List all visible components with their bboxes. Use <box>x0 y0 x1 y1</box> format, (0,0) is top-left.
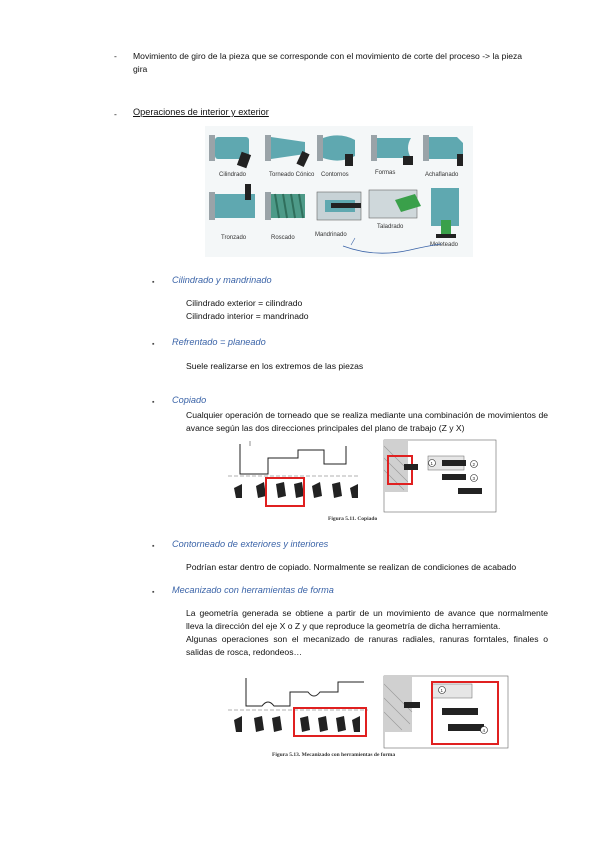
heading-copiado: Copiado <box>172 395 207 405</box>
text-line: Cilindrado interior = mandrinado <box>186 311 309 321</box>
op-mandrinado-icon <box>317 192 361 220</box>
op-roscado-icon <box>265 192 305 220</box>
copiado-paragraph: Cualquier operación de torneado que se realiza mediante una combinación de movimientos de avance según las dos direcciones principales del plano de trabajo (Z y X) <box>186 410 548 433</box>
figure-number: 1 <box>430 461 434 466</box>
heading-mecanizado-forma: Mecanizado con herramientas de forma <box>172 585 334 595</box>
text-line: Podrían estar dentro de copiado. Normalmente se realizan de condiciones de acabado <box>186 562 517 572</box>
heading-cilindrado: Cilindrado y mandrinado <box>172 275 272 285</box>
op-label: Torneado Cónico <box>269 172 315 178</box>
figure-number: 4 <box>482 728 486 733</box>
list-bullet: ▪ <box>152 543 155 550</box>
operations-figure <box>205 126 473 257</box>
list-bullet: ▪ <box>152 589 155 596</box>
forma-paragraph-1: La geometría generada se obtiene a partir de un movimiento de avance que normalmente lleva la dirección del eje X o Z y que reproduce la geometría de dicha herramienta. <box>186 608 548 631</box>
section-title-operations: Operaciones de interior y exterior <box>133 107 269 117</box>
op-label: Tronzado <box>221 235 247 241</box>
op-label: Mandrinado <box>315 232 347 238</box>
figure-caption-forma: Figura 5.13. Mecanizado con herramientas de forma <box>272 752 396 758</box>
figure-number: 3 <box>472 476 476 481</box>
forma-paragraph-2: Algunas operaciones son el mecanizado de ranuras radiales, ranuras forntales, finales o salidas de rosca, redondeos… <box>186 634 548 657</box>
op-label: Moleteado <box>430 242 459 248</box>
copiado-illustration <box>228 436 504 516</box>
text-line: Cilindrado exterior = cilindrado <box>186 298 303 308</box>
figure-forma <box>228 672 514 766</box>
figure-caption-copiado: Figura 5.11. Copiado <box>328 516 378 522</box>
op-label: Taladrado <box>377 224 404 230</box>
op-taladrado-icon <box>369 190 421 218</box>
list-bullet: ▪ <box>152 279 155 286</box>
intro-text: Movimiento de giro de la pieza que se corresponde con el movimiento de corte del proceso -> la pieza gira <box>133 51 523 74</box>
figure-copiado <box>228 436 504 528</box>
op-label: Contornos <box>321 172 349 178</box>
op-label: Roscado <box>271 235 295 241</box>
op-label: Achaflanado <box>425 172 459 178</box>
list-bullet: ▪ <box>152 399 155 406</box>
operations-illustration <box>205 126 473 257</box>
op-label: Cilindrado <box>219 172 247 178</box>
heading-contorneado: Contorneado de exteriores y interiores <box>172 539 329 549</box>
op-label: Formas <box>375 170 396 176</box>
list-bullet: ▪ <box>152 341 155 348</box>
heading-refrentado: Refrentado = planeado <box>172 337 266 347</box>
text-line: Suele realizarse en los extremos de las piezas <box>186 361 364 371</box>
list-dash: - <box>114 51 117 61</box>
figure-number: 1 <box>440 688 444 693</box>
list-dash: - <box>114 109 117 119</box>
figure-number: 2 <box>472 462 476 467</box>
forma-illustration <box>228 672 514 752</box>
